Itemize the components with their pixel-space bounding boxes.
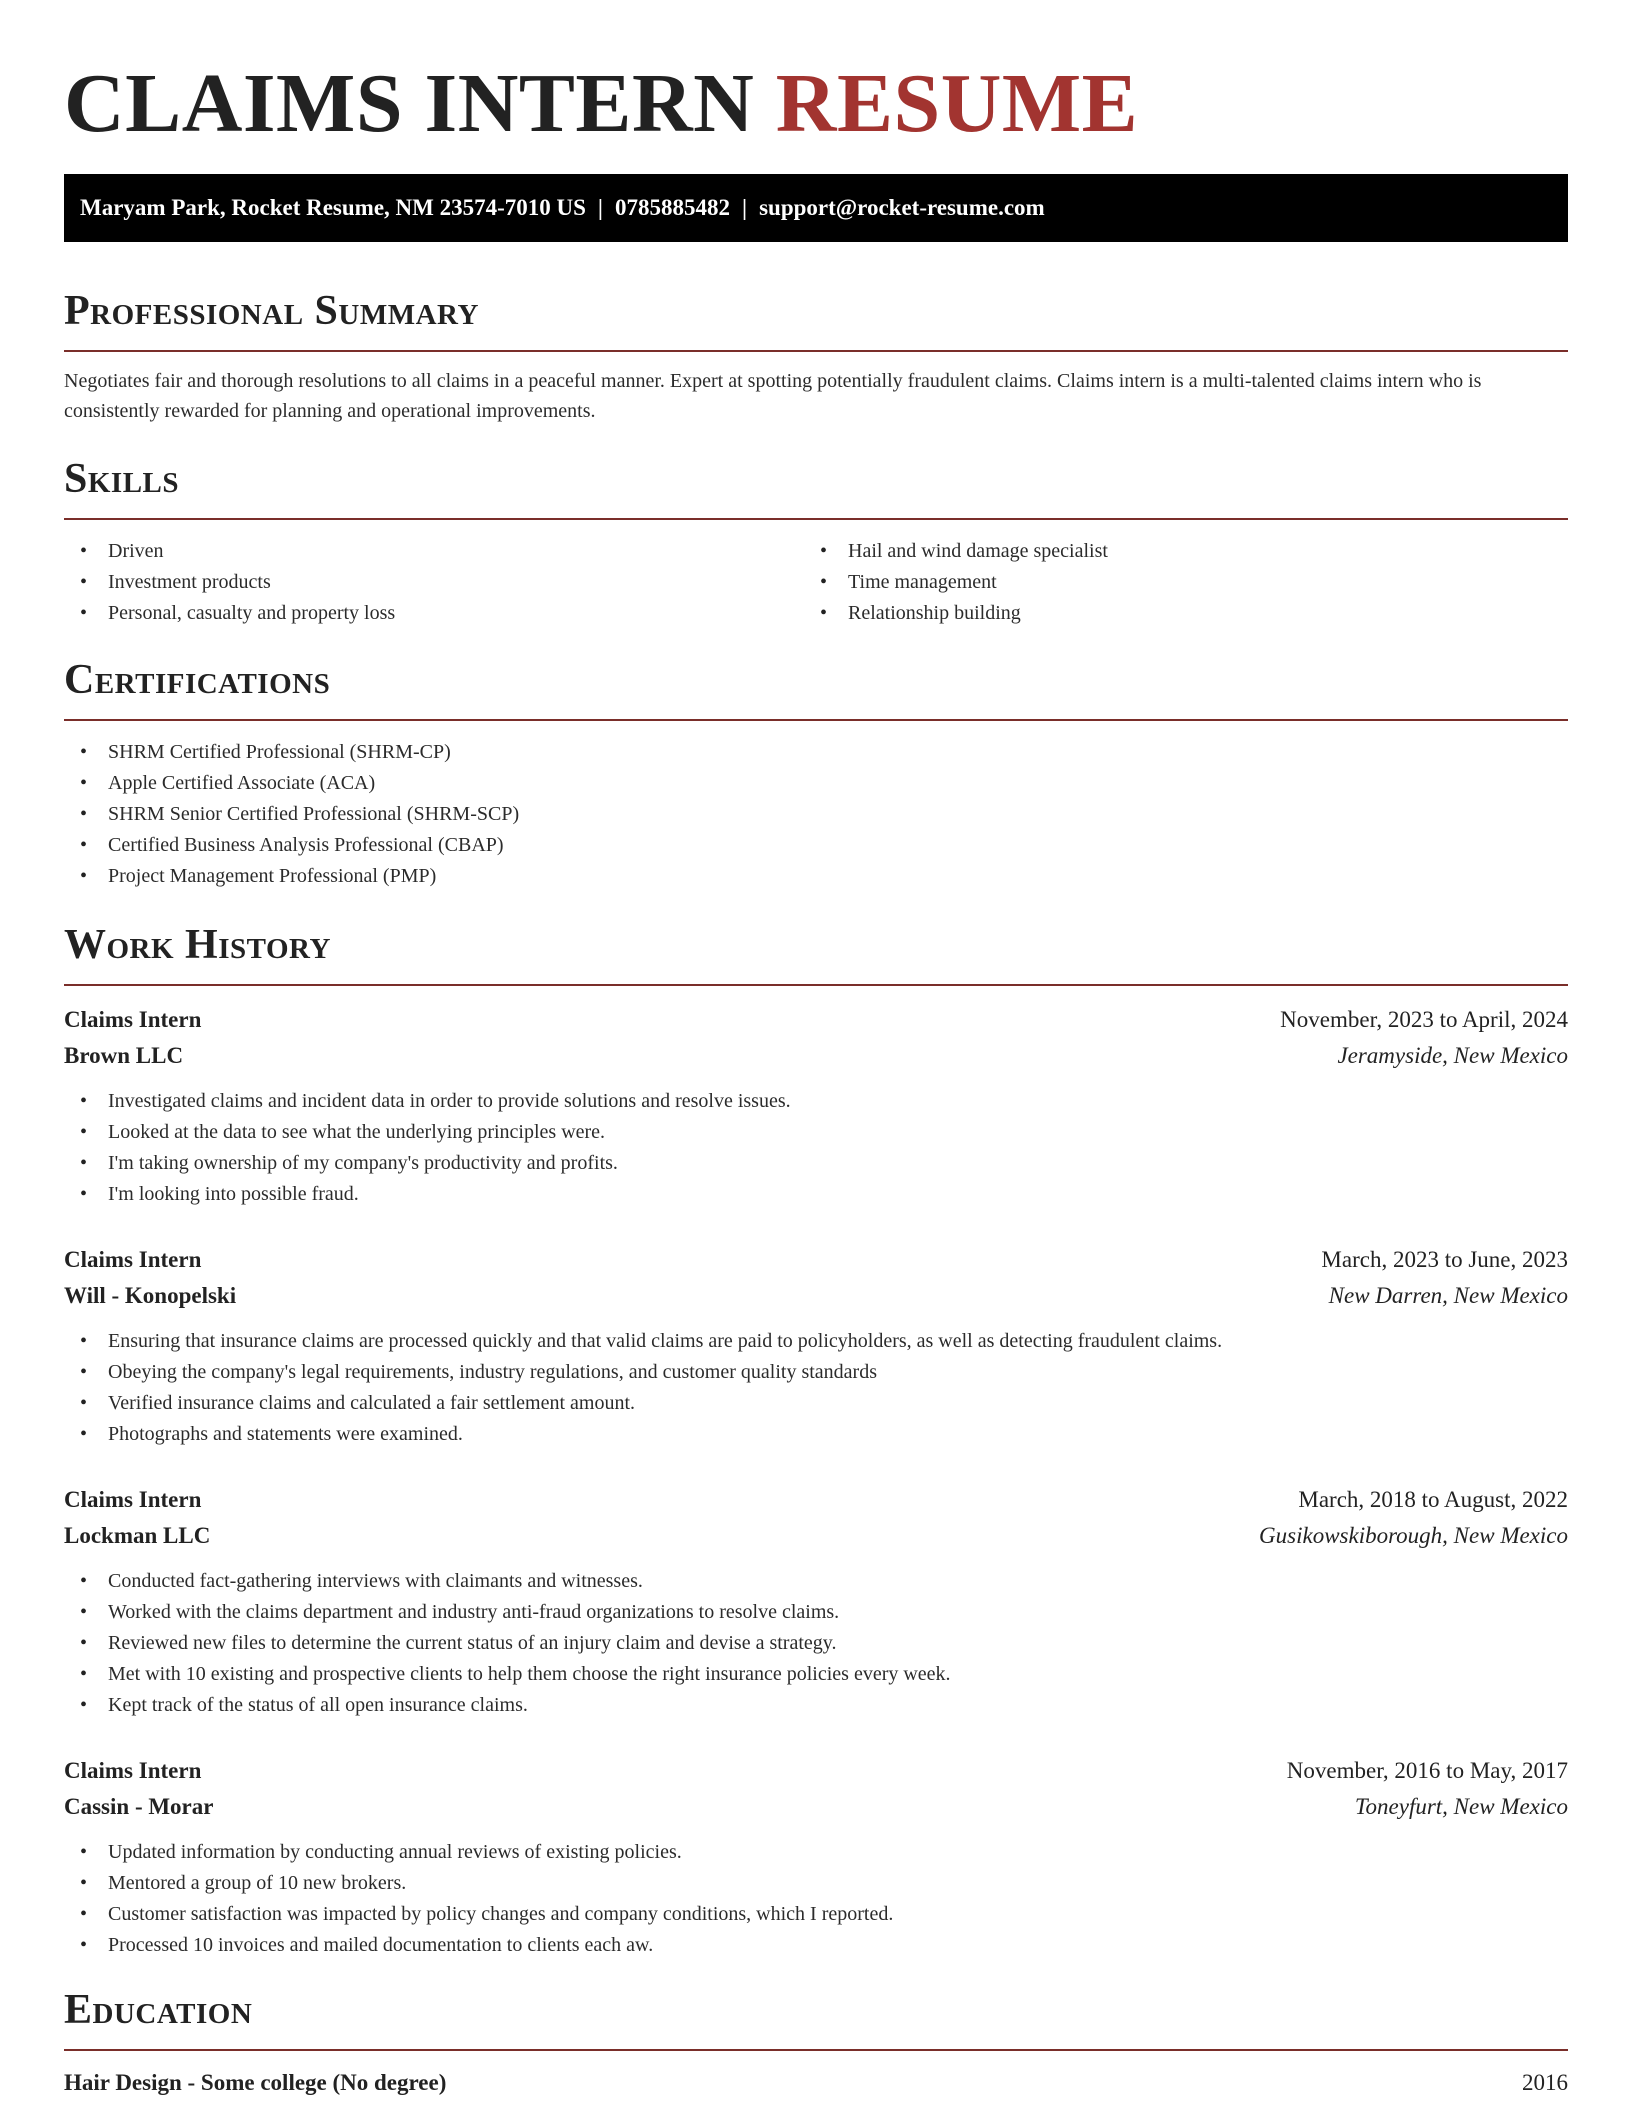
job-bullet: • Verified insurance claims and calculated a fair settlement amount. [64,1388,1568,1419]
job-company: Brown LLC [64,1043,184,1068]
contact-email: support@rocket-resume.com [759,195,1045,220]
job-dates: November, 2016 to May, 2017 [1286,1758,1568,1783]
title-accent: RESUME [775,57,1139,150]
summary-heading: Professional Summary [64,288,479,334]
work-history-section [64,920,1568,1961]
job-bullet: • Conducted fact-gathering interviews with claimants and witnesses. [64,1566,1568,1597]
education-row [64,2065,1568,2101]
summary-text: Negotiates fair and thorough resolutions to all claims in a peaceful manner. Expert at spotting potentially fraudulent claims. Claims intern is a multi-talented claims intern who is consistently rewarded for planning and operational improvements. [64,370,1482,422]
skills-section [64,454,1568,629]
contact-address: Maryam Park, Rocket Resume, NM 23574-7010 US [80,195,586,220]
job-entry [64,1242,1568,1450]
job-bullets [64,1326,1568,1450]
job-location: Toneyfurt, New Mexico [1354,1794,1568,1819]
skill-item: • Investment products [64,567,804,598]
job-bullet: • Reviewed new files to determine the current status of an injury claim and devise a strategy. [64,1628,1568,1659]
skill-item: • Relationship building [804,598,1544,629]
certifications-list [64,737,1568,892]
work-history-heading: Work History [64,922,331,968]
certification-item: • Certified Business Analysis Professional (CBAP) [64,830,1568,861]
certifications-section [64,655,1568,892]
job-header-row [64,1242,1568,1278]
job-bullet: • Worked with the claims department and industry anti-fraud organizations to resolve claims. [64,1597,1568,1628]
summary-section [64,286,1568,426]
education-heading: Education [64,1987,253,2033]
certification-item: • Project Management Professional (PMP) [64,861,1568,892]
contact-separator: | [742,195,748,220]
job-title: Claims Intern [64,1758,202,1783]
education-degree: Hair Design - Some college (No degree) [64,2070,447,2095]
job-dates: March, 2018 to August, 2022 [1298,1487,1568,1512]
job-title: Claims Intern [64,1487,202,1512]
section-divider [64,984,1568,986]
job-bullet: • Photographs and statements were examined. [64,1419,1568,1450]
job-bullet: • Processed 10 invoices and mailed documentation to clients each aw. [64,1930,1568,1961]
job-bullet: • Customer satisfaction was impacted by policy changes and company conditions, which I reported. [64,1899,1568,1930]
job-bullet: • Updated information by conducting annual reviews of existing policies. [64,1837,1568,1868]
job-title: Claims Intern [64,1247,202,1272]
job-bullet: • Looked at the data to see what the underlying principles were. [64,1117,1568,1148]
job-bullets [64,1086,1568,1210]
skills-list-left [64,536,804,629]
job-company-row [64,1789,1568,1825]
job-company: Will - Konopelski [64,1283,237,1308]
skill-item: • Hail and wind damage specialist [804,536,1544,567]
skill-item: • Personal, casualty and property loss [64,598,804,629]
certification-item: • Apple Certified Associate (ACA) [64,768,1568,799]
contact-phone: 0785885482 [615,195,730,220]
contact-separator: | [597,195,603,220]
job-entry [64,1482,1568,1721]
job-dates: November, 2023 to April, 2024 [1280,1007,1568,1032]
job-bullet: • Investigated claims and incident data in order to provide solutions and resolve issues. [64,1086,1568,1117]
skill-item: • Driven [64,536,804,567]
job-company-row [64,1518,1568,1554]
job-bullet: • Met with 10 existing and prospective clients to help them choose the right insurance policies every week. [64,1659,1568,1690]
certification-item: • SHRM Certified Professional (SHRM-CP) [64,737,1568,768]
job-bullet: • Mentored a group of 10 new brokers. [64,1868,1568,1899]
skill-item: • Time management [804,567,1544,598]
job-header-row [64,1482,1568,1518]
certifications-heading: Certifications [64,657,331,703]
job-header-row [64,1753,1568,1789]
section-divider [64,719,1568,721]
contact-bar [64,174,1568,242]
title-main: CLAIMS INTERN [64,57,755,150]
skills-list-right [804,536,1544,629]
job-title: Claims Intern [64,1007,202,1032]
job-company-row [64,1038,1568,1074]
job-location: Jeramyside, New Mexico [1337,1043,1568,1068]
section-divider [64,2049,1568,2051]
education-year: 2016 [1522,2070,1568,2095]
job-company: Lockman LLC [64,1523,211,1548]
resume-page [64,0,1568,2101]
education-section [64,1985,1568,2101]
section-divider [64,518,1568,520]
job-header-row [64,1002,1568,1038]
job-company: Cassin - Morar [64,1794,214,1819]
skills-grid [64,536,1568,629]
job-bullets [64,1837,1568,1961]
resume-title [64,58,1568,150]
job-location: New Darren, New Mexico [1328,1283,1568,1308]
job-bullet: • I'm taking ownership of my company's productivity and profits. [64,1148,1568,1179]
job-bullet: • I'm looking into possible fraud. [64,1179,1568,1210]
job-dates: March, 2023 to June, 2023 [1321,1247,1568,1272]
job-bullet: • Kept track of the status of all open insurance claims. [64,1690,1568,1721]
job-entry [64,1753,1568,1961]
job-bullet: • Ensuring that insurance claims are processed quickly and that valid claims are paid to policyholders, as well as detecting fraudulent claims. [64,1326,1568,1357]
job-bullet: • Obeying the company's legal requirements, industry regulations, and customer quality standards [64,1357,1568,1388]
skills-heading: Skills [64,456,180,502]
section-divider [64,350,1568,352]
job-entry [64,1002,1568,1210]
job-bullets [64,1566,1568,1721]
job-company-row [64,1278,1568,1314]
job-location: Gusikowskiborough, New Mexico [1259,1523,1568,1548]
certification-item: • SHRM Senior Certified Professional (SHRM-SCP) [64,799,1568,830]
